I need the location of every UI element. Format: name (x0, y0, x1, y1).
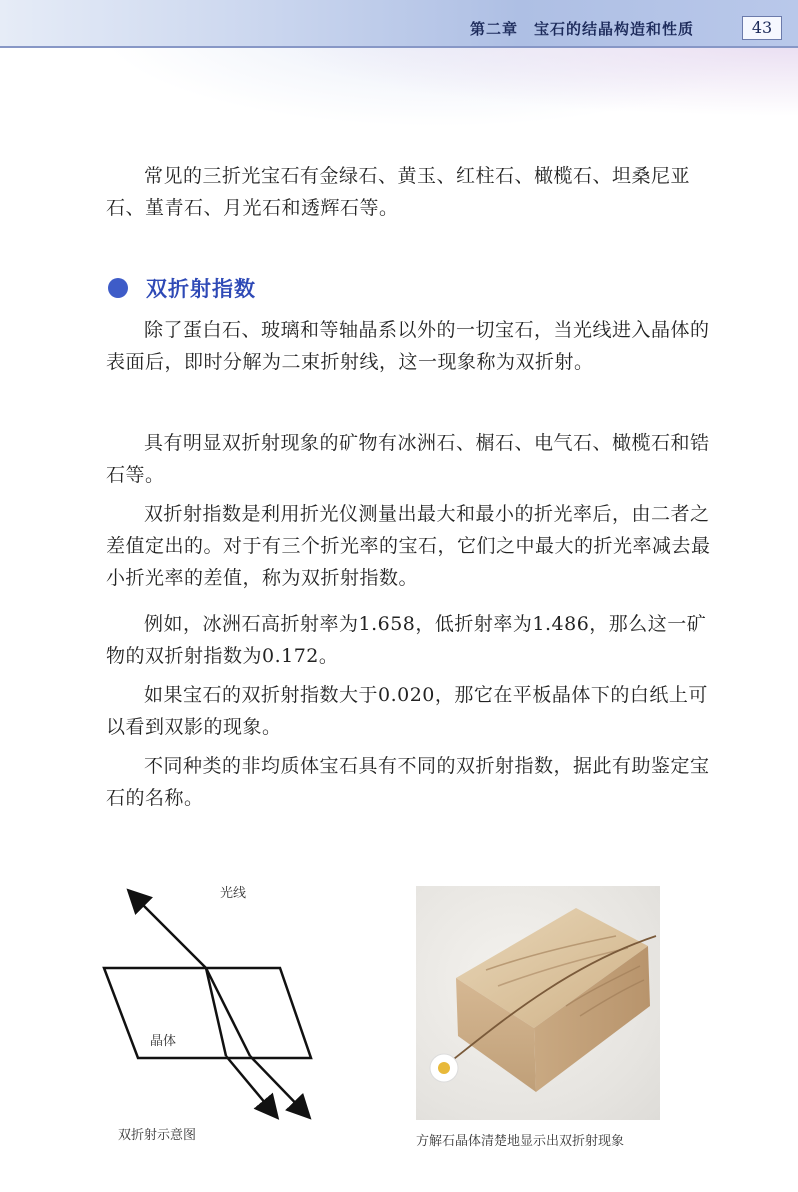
paragraph-trirefringent-gems: 常见的三折光宝石有金绿石、黄玉、红柱石、橄榄石、坦桑尼亚石、堇青石、月光石和透辉石等。 (106, 165, 691, 219)
bullet-dot-icon (108, 278, 128, 298)
calcite-crystal-photo (416, 886, 660, 1120)
chapter-title: 第二章 宝石的结晶构造和性质 (470, 20, 695, 38)
section-title: 双折射指数 (146, 277, 256, 301)
crystal-label: 晶体 (150, 1034, 177, 1049)
paragraph-birefringence-definition: 除了蛋白石、玻璃和等轴晶系以外的一切宝石，当光线进入晶体的表面后，即时分解为二束折射线，这一现象称为双折射。 (106, 319, 710, 373)
section-heading (108, 272, 256, 304)
calcite-crystal-illustration (416, 886, 660, 1120)
daisy-flower-icon (430, 1054, 458, 1082)
diagram-caption: 双折射示意图 (118, 1128, 197, 1143)
paragraph-double-image: 如果宝石的双折射指数大于0.020，那它在平板晶体下的白纸上可以看到双影的现象。 (106, 684, 708, 738)
refracted-ray-extraordinary (206, 968, 250, 1056)
birefringence-diagram-svg (96, 872, 336, 1132)
exit-ray-extraordinary (250, 1056, 308, 1116)
refracted-ray-ordinary (206, 968, 226, 1056)
incident-ray (130, 892, 206, 968)
header-divider (0, 46, 798, 48)
paragraph-identification: 不同种类的非均质体宝石具有不同的双折射指数，据此有助鉴定宝石的名称。 (106, 755, 710, 809)
light-ray-label: 光线 (220, 886, 247, 901)
crystal-parallelogram (104, 968, 311, 1058)
page-number: 43 (742, 16, 782, 40)
photo-caption: 方解石晶体清楚地显示出双折射现象 (416, 1134, 625, 1149)
paragraph-calcite-example: 例如，冰洲石高折射率为1.658，低折射率为1.486，那么这一矿物的双折射指数为0.172。 (106, 613, 707, 667)
paragraph-birefringent-minerals: 具有明显双折射现象的矿物有冰洲石、榍石、电气石、橄榄石和锆石等。 (106, 432, 710, 486)
exit-ray-ordinary (226, 1056, 276, 1116)
paragraph-birefringence-index: 双折射指数是利用折光仪测量出最大和最小的折光率后，由二者之差值定出的。对于有三个折光率的宝石，它们之中最大的折光率减去最小折光率的差值，称为双折射指数。 (106, 503, 711, 589)
header-decoration (0, 46, 798, 156)
birefringence-diagram (96, 872, 336, 1132)
